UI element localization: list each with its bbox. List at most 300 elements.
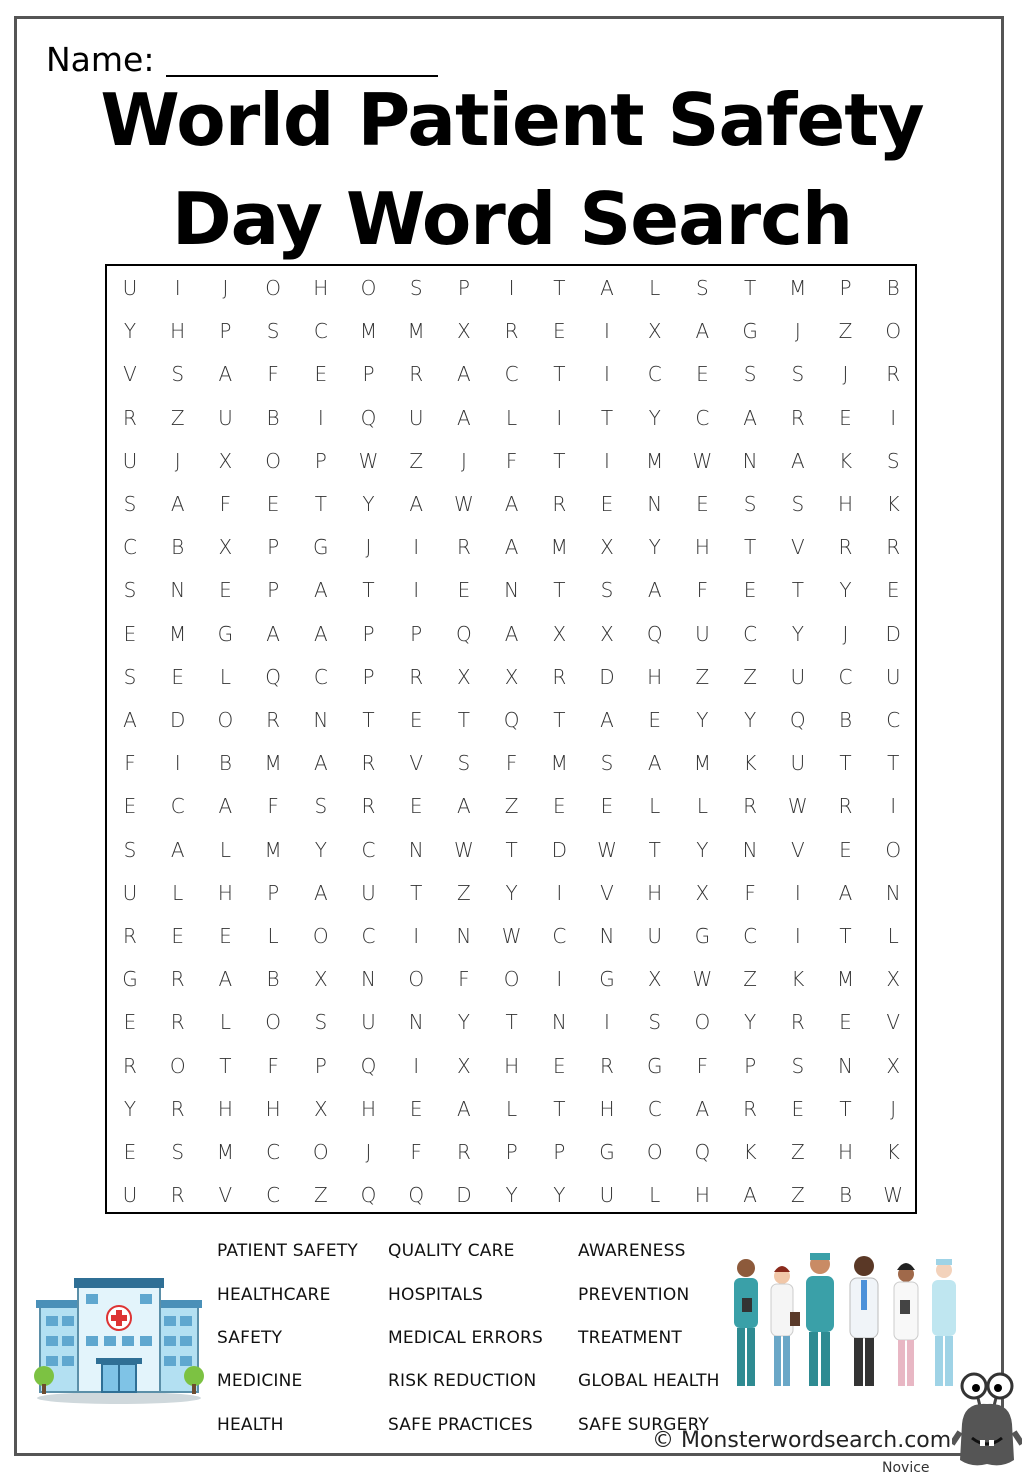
grid-letter[interactable]: O: [265, 276, 281, 300]
grid-letter[interactable]: C: [743, 924, 758, 948]
grid-letter[interactable]: E: [552, 794, 566, 819]
grid-letter[interactable]: T: [410, 880, 423, 905]
grid-letter[interactable]: N: [313, 708, 329, 732]
grid-letter[interactable]: F: [410, 1140, 422, 1164]
grid-letter[interactable]: A: [743, 1183, 757, 1208]
grid-letter[interactable]: X: [313, 967, 328, 992]
grid-letter[interactable]: S: [743, 492, 757, 516]
grid-letter[interactable]: Q: [789, 708, 806, 732]
grid-letter[interactable]: A: [647, 578, 662, 603]
grid-letter[interactable]: Q: [646, 621, 663, 646]
grid-letter[interactable]: N: [599, 924, 615, 948]
grid-letter[interactable]: I: [604, 1010, 610, 1035]
grid-letter[interactable]: Y: [314, 837, 327, 862]
grid-letter[interactable]: U: [647, 924, 662, 948]
grid-letter[interactable]: N: [742, 448, 758, 473]
grid-letter[interactable]: W: [454, 837, 474, 862]
grid-letter[interactable]: X: [552, 621, 567, 646]
grid-letter[interactable]: R: [123, 405, 137, 430]
grid-letter[interactable]: O: [169, 1053, 186, 1078]
grid-letter[interactable]: T: [743, 535, 757, 560]
grid-letter[interactable]: R: [743, 1096, 758, 1121]
grid-letter[interactable]: Q: [360, 1053, 377, 1078]
grid-letter[interactable]: H: [837, 1140, 854, 1164]
grid-letter[interactable]: B: [838, 708, 853, 732]
grid-letter[interactable]: E: [123, 794, 137, 819]
grid-letter[interactable]: P: [553, 1140, 566, 1164]
grid-letter[interactable]: T: [553, 708, 566, 732]
grid-letter[interactable]: Q: [408, 1183, 425, 1208]
grid-letter[interactable]: R: [838, 535, 853, 560]
grid-letter[interactable]: Q: [456, 621, 472, 646]
grid-letter[interactable]: E: [696, 362, 709, 387]
grid-letter[interactable]: Z: [409, 448, 424, 473]
grid-letter[interactable]: S: [648, 1010, 662, 1035]
grid-letter[interactable]: O: [265, 448, 281, 473]
grid-letter[interactable]: R: [886, 362, 901, 387]
grid-letter[interactable]: M: [693, 751, 712, 776]
grid-letter[interactable]: P: [362, 664, 375, 689]
grid-letter[interactable]: J: [365, 1140, 372, 1164]
grid-letter[interactable]: N: [408, 1010, 424, 1035]
grid-letter[interactable]: R: [838, 794, 853, 819]
grid-letter[interactable]: C: [695, 405, 710, 430]
grid-letter[interactable]: X: [457, 664, 471, 689]
grid-letter[interactable]: U: [599, 1183, 615, 1208]
grid-letter[interactable]: Y: [123, 319, 137, 344]
grid-letter[interactable]: S: [171, 1140, 185, 1164]
grid-letter[interactable]: P: [839, 276, 852, 300]
grid-letter[interactable]: S: [123, 492, 137, 516]
grid-letter[interactable]: A: [695, 1096, 710, 1121]
grid-letter[interactable]: U: [122, 1183, 138, 1208]
grid-letter[interactable]: N: [647, 492, 663, 516]
grid-letter[interactable]: R: [600, 1053, 614, 1078]
grid-letter[interactable]: T: [219, 1053, 232, 1078]
grid-letter[interactable]: O: [265, 1010, 281, 1035]
grid-letter[interactable]: A: [457, 1096, 471, 1121]
grid-letter[interactable]: N: [456, 924, 472, 948]
grid-letter[interactable]: M: [264, 837, 282, 862]
grid-letter[interactable]: T: [362, 708, 375, 732]
grid-letter[interactable]: L: [887, 924, 899, 948]
grid-letter[interactable]: P: [314, 448, 327, 473]
grid-letter[interactable]: V: [123, 362, 137, 387]
grid-letter[interactable]: P: [457, 276, 470, 300]
grid-letter[interactable]: R: [361, 751, 376, 776]
grid-letter[interactable]: S: [457, 751, 471, 776]
grid-letter[interactable]: E: [552, 1053, 566, 1078]
grid-letter[interactable]: M: [216, 1140, 235, 1164]
grid-letter[interactable]: I: [794, 924, 801, 948]
grid-letter[interactable]: C: [552, 924, 567, 948]
grid-letter[interactable]: N: [170, 578, 186, 603]
grid-letter[interactable]: M: [169, 621, 187, 646]
grid-letter[interactable]: T: [887, 751, 900, 776]
grid-letter[interactable]: Y: [696, 708, 709, 732]
grid-letter[interactable]: L: [649, 276, 661, 300]
grid-letter[interactable]: W: [597, 837, 617, 862]
grid-letter[interactable]: V: [790, 535, 805, 560]
grid-letter[interactable]: I: [556, 880, 563, 905]
grid-letter[interactable]: Y: [457, 1010, 470, 1035]
grid-letter[interactable]: F: [267, 362, 279, 387]
grid-letter[interactable]: X: [504, 664, 519, 689]
grid-letter[interactable]: C: [886, 708, 901, 732]
grid-letter[interactable]: E: [171, 664, 184, 689]
grid-letter[interactable]: A: [504, 621, 519, 646]
grid-letter[interactable]: O: [360, 276, 377, 300]
grid-letter[interactable]: H: [313, 276, 329, 300]
grid-letter[interactable]: H: [504, 1053, 520, 1078]
grid-letter[interactable]: E: [314, 362, 328, 387]
grid-letter[interactable]: J: [794, 319, 801, 344]
grid-letter[interactable]: X: [313, 1096, 328, 1121]
grid-letter[interactable]: N: [838, 1053, 853, 1078]
grid-letter[interactable]: T: [505, 1010, 518, 1035]
grid-letter[interactable]: E: [839, 837, 852, 862]
grid-letter[interactable]: J: [842, 621, 849, 646]
grid-letter[interactable]: S: [123, 578, 137, 603]
grid-letter[interactable]: U: [695, 621, 710, 646]
grid-letter[interactable]: E: [123, 1140, 137, 1164]
grid-letter[interactable]: B: [266, 405, 280, 430]
grid-letter[interactable]: X: [886, 967, 901, 992]
grid-letter[interactable]: C: [266, 1183, 281, 1208]
grid-letter[interactable]: C: [313, 664, 328, 689]
grid-letter[interactable]: J: [222, 276, 229, 300]
grid-letter[interactable]: O: [694, 1010, 711, 1035]
grid-letter[interactable]: L: [696, 794, 708, 819]
grid-letter[interactable]: Q: [265, 664, 281, 689]
grid-letter[interactable]: T: [457, 708, 470, 732]
grid-letter[interactable]: W: [883, 1183, 904, 1208]
grid-letter[interactable]: M: [359, 319, 378, 344]
grid-letter[interactable]: E: [123, 1010, 137, 1035]
grid-letter[interactable]: R: [170, 1010, 185, 1035]
grid-letter[interactable]: Z: [504, 794, 519, 819]
grid-letter[interactable]: E: [409, 1096, 423, 1121]
grid-letter[interactable]: M: [550, 751, 568, 776]
grid-letter[interactable]: O: [408, 967, 425, 992]
grid-letter[interactable]: F: [458, 967, 470, 992]
grid-letter[interactable]: W: [358, 448, 379, 473]
grid-letter[interactable]: L: [506, 405, 518, 430]
grid-letter[interactable]: W: [692, 448, 713, 473]
grid-letter[interactable]: A: [504, 492, 519, 516]
grid-letter[interactable]: D: [169, 708, 186, 732]
grid-letter[interactable]: Z: [743, 967, 757, 992]
grid-letter[interactable]: F: [124, 751, 136, 776]
grid-letter[interactable]: I: [174, 751, 181, 776]
grid-letter[interactable]: E: [171, 924, 184, 948]
grid-letter[interactable]: P: [744, 1053, 757, 1078]
grid-letter[interactable]: F: [267, 1053, 279, 1078]
grid-letter[interactable]: U: [408, 405, 424, 430]
grid-letter[interactable]: Q: [360, 1183, 377, 1208]
grid-letter[interactable]: Y: [648, 535, 661, 560]
grid-letter[interactable]: Z: [743, 664, 757, 689]
grid-letter[interactable]: K: [886, 1140, 900, 1164]
grid-letter[interactable]: X: [457, 1053, 471, 1078]
grid-letter[interactable]: H: [265, 1096, 281, 1121]
grid-letter[interactable]: A: [647, 751, 662, 776]
grid-letter[interactable]: Q: [503, 708, 520, 732]
grid-letter[interactable]: Z: [313, 1183, 328, 1208]
grid-letter[interactable]: W: [787, 794, 808, 819]
grid-letter[interactable]: A: [457, 794, 471, 819]
grid-letter[interactable]: N: [885, 880, 901, 905]
grid-letter[interactable]: C: [743, 621, 758, 646]
grid-letter[interactable]: B: [171, 535, 185, 560]
grid-letter[interactable]: U: [122, 276, 138, 300]
grid-letter[interactable]: E: [409, 794, 423, 819]
grid-letter[interactable]: A: [313, 578, 328, 603]
grid-letter[interactable]: I: [890, 405, 897, 430]
grid-letter[interactable]: H: [647, 664, 663, 689]
grid-letter[interactable]: U: [218, 405, 233, 430]
grid-letter[interactable]: T: [839, 924, 852, 948]
grid-letter[interactable]: Z: [790, 1140, 805, 1164]
grid-letter[interactable]: Z: [695, 664, 710, 689]
grid-letter[interactable]: Z: [838, 319, 853, 344]
grid-letter[interactable]: W: [501, 924, 522, 948]
grid-letter[interactable]: A: [695, 319, 710, 344]
grid-letter[interactable]: O: [646, 1140, 663, 1164]
grid-letter[interactable]: P: [267, 578, 280, 603]
grid-letter[interactable]: E: [552, 319, 566, 344]
grid-letter[interactable]: M: [836, 967, 855, 992]
grid-letter[interactable]: Y: [505, 1183, 518, 1208]
grid-letter[interactable]: G: [122, 967, 138, 992]
grid-letter[interactable]: O: [217, 708, 234, 732]
grid-letter[interactable]: A: [457, 405, 471, 430]
grid-letter[interactable]: R: [170, 1096, 185, 1121]
grid-letter[interactable]: J: [460, 448, 467, 473]
grid-letter[interactable]: S: [886, 448, 900, 473]
grid-letter[interactable]: V: [600, 880, 614, 905]
grid-letter[interactable]: A: [218, 794, 233, 819]
grid-letter[interactable]: D: [599, 664, 615, 689]
grid-letter[interactable]: Y: [743, 708, 757, 732]
grid-letter[interactable]: R: [123, 1053, 137, 1078]
grid-letter[interactable]: G: [694, 924, 711, 948]
grid-letter[interactable]: Y: [553, 1183, 566, 1208]
grid-letter[interactable]: Y: [743, 1010, 757, 1035]
grid-letter[interactable]: A: [170, 837, 185, 862]
grid-letter[interactable]: R: [552, 664, 567, 689]
grid-letter[interactable]: T: [553, 448, 566, 473]
grid-letter[interactable]: S: [600, 578, 614, 603]
grid-letter[interactable]: I: [317, 405, 324, 430]
grid-letter[interactable]: S: [123, 837, 137, 862]
grid-letter[interactable]: L: [267, 924, 279, 948]
grid-letter[interactable]: T: [648, 837, 661, 862]
grid-letter[interactable]: K: [838, 448, 853, 473]
grid-letter[interactable]: S: [314, 1010, 328, 1035]
grid-letter[interactable]: I: [413, 924, 420, 948]
grid-letter[interactable]: I: [174, 276, 181, 300]
grid-letter[interactable]: A: [123, 708, 137, 732]
grid-letter[interactable]: U: [361, 1010, 376, 1035]
grid-letter[interactable]: T: [839, 1096, 852, 1121]
grid-letter[interactable]: T: [362, 578, 375, 603]
grid-letter[interactable]: Y: [362, 492, 375, 516]
grid-letter[interactable]: B: [218, 751, 232, 776]
grid-letter[interactable]: G: [742, 319, 758, 344]
grid-letter[interactable]: W: [692, 967, 713, 992]
grid-letter[interactable]: L: [172, 880, 184, 905]
grid-letter[interactable]: P: [410, 621, 423, 646]
grid-letter[interactable]: R: [743, 794, 758, 819]
grid-letter[interactable]: Q: [360, 405, 377, 430]
grid-letter[interactable]: N: [742, 837, 758, 862]
grid-letter[interactable]: Y: [696, 837, 709, 862]
grid-letter[interactable]: C: [123, 535, 137, 560]
grid-letter[interactable]: A: [313, 880, 328, 905]
grid-letter[interactable]: U: [790, 664, 806, 689]
grid-letter[interactable]: F: [696, 578, 709, 603]
grid-letter[interactable]: E: [266, 492, 280, 516]
grid-letter[interactable]: V: [409, 751, 424, 776]
grid-letter[interactable]: Q: [694, 1140, 711, 1164]
grid-letter[interactable]: V: [790, 837, 805, 862]
grid-letter[interactable]: S: [266, 319, 280, 344]
grid-letter[interactable]: C: [647, 1096, 662, 1121]
grid-letter[interactable]: E: [791, 1096, 805, 1121]
grid-letter[interactable]: E: [409, 708, 423, 732]
name-blank-line[interactable]: [166, 75, 438, 77]
grid-letter[interactable]: G: [599, 967, 615, 992]
grid-letter[interactable]: A: [600, 276, 614, 300]
grid-letter[interactable]: A: [313, 621, 328, 646]
grid-letter[interactable]: F: [696, 1053, 709, 1078]
grid-letter[interactable]: P: [314, 1053, 327, 1078]
grid-letter[interactable]: A: [743, 405, 757, 430]
grid-letter[interactable]: S: [791, 362, 805, 387]
grid-letter[interactable]: R: [456, 535, 471, 560]
grid-letter[interactable]: E: [743, 578, 757, 603]
grid-letter[interactable]: E: [839, 405, 852, 430]
grid-letter[interactable]: X: [647, 967, 662, 992]
grid-letter[interactable]: P: [505, 1140, 518, 1164]
grid-letter[interactable]: E: [600, 794, 614, 819]
grid-letter[interactable]: P: [362, 621, 375, 646]
grid-letter[interactable]: R: [266, 708, 281, 732]
grid-letter[interactable]: I: [508, 276, 515, 300]
grid-letter[interactable]: C: [504, 362, 519, 387]
grid-letter[interactable]: L: [649, 794, 661, 819]
grid-letter[interactable]: F: [505, 751, 518, 776]
grid-letter[interactable]: S: [696, 276, 709, 300]
grid-letter[interactable]: Y: [791, 621, 804, 646]
grid-letter[interactable]: J: [174, 448, 181, 473]
grid-letter[interactable]: T: [791, 578, 804, 603]
grid-letter[interactable]: Y: [839, 578, 852, 603]
grid-letter[interactable]: E: [123, 621, 137, 646]
grid-letter[interactable]: R: [886, 535, 901, 560]
grid-letter[interactable]: B: [266, 967, 280, 992]
grid-letter[interactable]: R: [170, 1183, 185, 1208]
grid-letter[interactable]: R: [790, 1010, 805, 1035]
grid-letter[interactable]: D: [456, 1183, 472, 1208]
grid-letter[interactable]: F: [267, 794, 279, 819]
grid-letter[interactable]: L: [219, 664, 231, 689]
grid-letter[interactable]: H: [694, 1183, 710, 1208]
grid-letter[interactable]: V: [886, 1010, 901, 1035]
grid-letter[interactable]: H: [647, 880, 663, 905]
grid-letter[interactable]: R: [790, 405, 805, 430]
grid-letter[interactable]: M: [550, 535, 568, 560]
grid-letter[interactable]: X: [600, 535, 614, 560]
grid-letter[interactable]: S: [791, 1053, 805, 1078]
grid-letter[interactable]: O: [312, 924, 329, 948]
grid-letter[interactable]: O: [885, 319, 902, 344]
grid-letter[interactable]: P: [219, 319, 232, 344]
grid-letter[interactable]: U: [122, 448, 138, 473]
grid-letter[interactable]: N: [361, 967, 376, 992]
grid-letter[interactable]: C: [266, 1140, 281, 1164]
grid-letter[interactable]: U: [790, 751, 806, 776]
grid-letter[interactable]: R: [409, 362, 424, 387]
grid-letter[interactable]: B: [886, 276, 900, 300]
grid-letter[interactable]: M: [264, 751, 282, 776]
grid-letter[interactable]: L: [649, 1183, 661, 1208]
grid-letter[interactable]: X: [457, 319, 471, 344]
grid-letter[interactable]: E: [696, 492, 709, 516]
grid-letter[interactable]: N: [408, 837, 424, 862]
grid-letter[interactable]: C: [361, 924, 376, 948]
grid-letter[interactable]: I: [556, 405, 563, 430]
grid-letter[interactable]: A: [838, 880, 853, 905]
grid-letter[interactable]: A: [600, 708, 614, 732]
grid-letter[interactable]: L: [506, 1096, 518, 1121]
grid-letter[interactable]: D: [551, 837, 567, 862]
grid-letter[interactable]: E: [648, 708, 661, 732]
grid-letter[interactable]: C: [838, 664, 853, 689]
grid-letter[interactable]: S: [171, 362, 185, 387]
grid-letter[interactable]: E: [839, 1010, 852, 1035]
grid-letter[interactable]: F: [219, 492, 232, 516]
grid-letter[interactable]: I: [890, 794, 897, 819]
grid-letter[interactable]: E: [886, 578, 900, 603]
grid-letter[interactable]: T: [553, 276, 566, 300]
grid-letter[interactable]: E: [600, 492, 614, 516]
grid-letter[interactable]: M: [789, 276, 807, 300]
grid-letter[interactable]: R: [409, 664, 424, 689]
grid-letter[interactable]: H: [217, 880, 233, 905]
grid-letter[interactable]: Y: [123, 1096, 137, 1121]
grid-letter[interactable]: S: [600, 751, 614, 776]
grid-letter[interactable]: R: [552, 492, 567, 516]
grid-letter[interactable]: T: [553, 362, 566, 387]
grid-letter[interactable]: M: [407, 319, 425, 344]
grid-letter[interactable]: Y: [505, 880, 518, 905]
grid-letter[interactable]: S: [123, 664, 137, 689]
grid-letter[interactable]: T: [743, 276, 757, 300]
grid-letter[interactable]: X: [886, 1053, 901, 1078]
grid-letter[interactable]: X: [218, 448, 233, 473]
grid-letter[interactable]: H: [170, 319, 186, 344]
grid-letter[interactable]: K: [743, 1140, 757, 1164]
grid-letter[interactable]: C: [170, 794, 185, 819]
grid-letter[interactable]: I: [556, 967, 563, 992]
grid-letter[interactable]: A: [170, 492, 185, 516]
grid-letter[interactable]: A: [504, 535, 519, 560]
grid-letter[interactable]: T: [553, 578, 566, 603]
grid-letter[interactable]: E: [457, 578, 471, 603]
grid-letter[interactable]: R: [123, 924, 137, 948]
